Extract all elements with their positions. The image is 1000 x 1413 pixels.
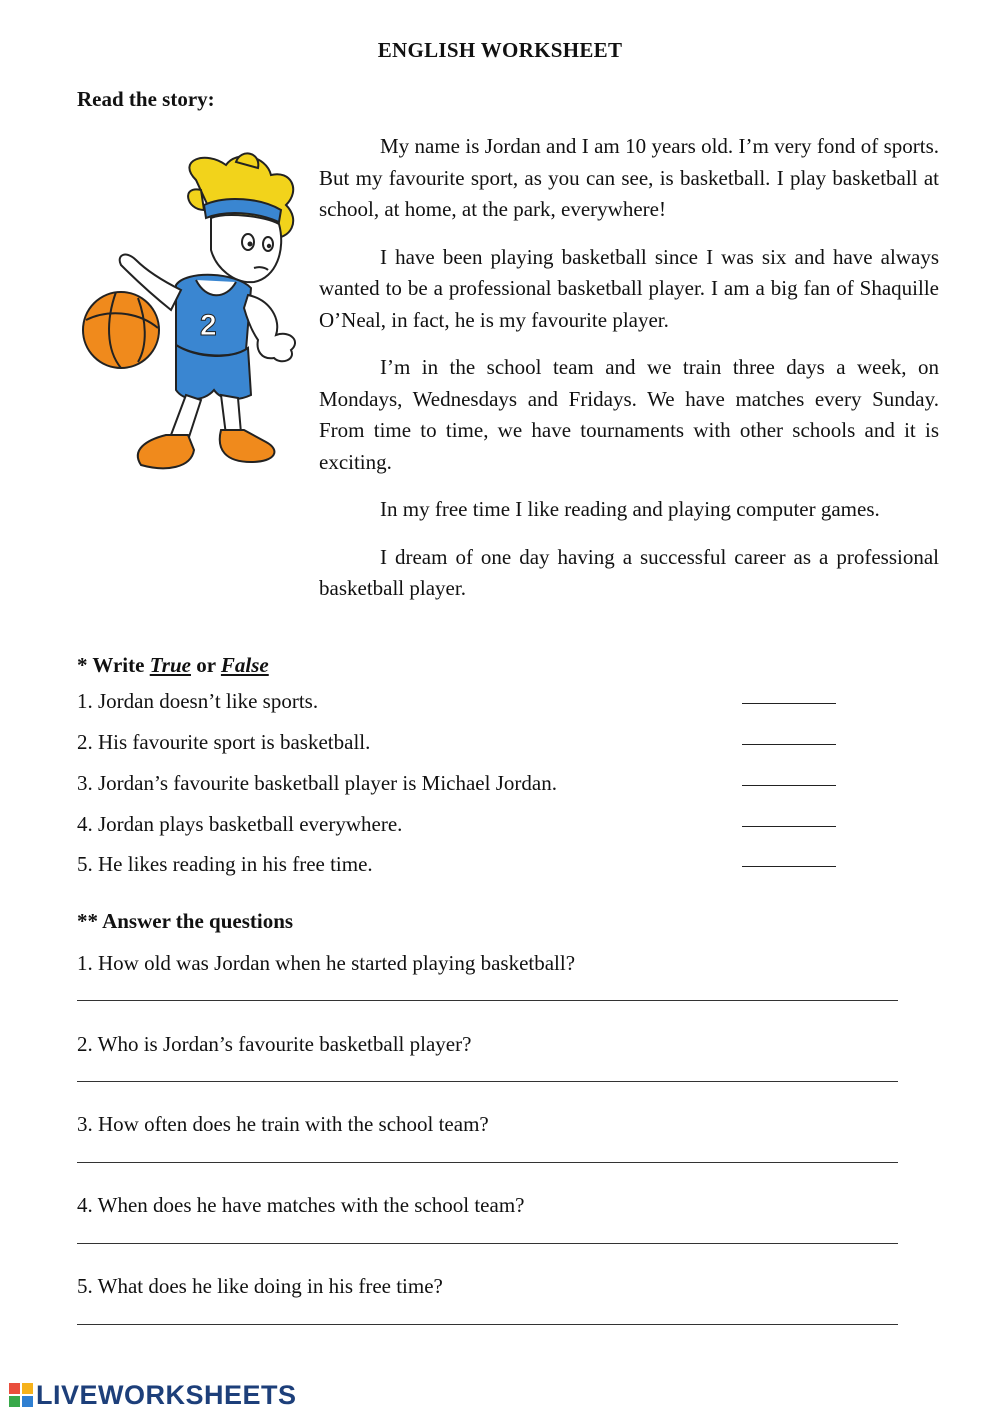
tf-prefix: * Write <box>77 653 150 677</box>
story-paragraph: I’m in the school team and we train three days a week, on Mondays, Wednesdays and Fridays. We have matches every Sunday. From time to time, we have tournaments with other schools and it is exciting. <box>319 355 939 474</box>
answer-line[interactable] <box>77 1000 898 1001</box>
answer-line[interactable] <box>77 1243 898 1244</box>
answer-line[interactable] <box>77 1081 898 1082</box>
story-paragraph: In my free time I like reading and playing computer games. <box>380 497 880 521</box>
tf-item-text: 1. Jordan doesn’t like sports. <box>77 689 319 713</box>
basketball-player-illustration <box>76 150 306 485</box>
story-text <box>319 131 939 621</box>
true-false-heading <box>77 653 269 678</box>
page-title: ENGLISH WORKSHEET <box>377 38 623 62</box>
question-item: 3. How often does he train with the school team? <box>77 1112 489 1136</box>
answer-line[interactable] <box>77 1324 898 1325</box>
tf-item-text: 3. Jordan’s favourite basketball player is Michael Jordan. <box>77 771 557 795</box>
tf-item <box>77 812 837 837</box>
tf-false-word: False <box>220 653 269 677</box>
question-item: 2. Who is Jordan’s favourite basketball player? <box>77 1032 472 1056</box>
jersey-number: 2 <box>200 309 217 342</box>
liveworksheets-logo <box>8 1380 297 1410</box>
tf-true-word: True <box>149 653 191 677</box>
tf-answer-blank[interactable] <box>742 785 836 786</box>
question-item: 4. When does he have matches with the school team? <box>77 1193 525 1217</box>
tf-answer-blank[interactable] <box>742 703 836 704</box>
read-story-heading: Read the story: <box>77 87 215 111</box>
shoe-icon <box>138 435 194 468</box>
story-paragraph: I have been playing basketball since I was six and have always wanted to be a professional basketball player. I am a big fan of Shaquille O’Neal, in fact, he is my favourite player. <box>319 244 939 332</box>
story-paragraph: I dream of one day having a successful career as a professional basketball player. <box>319 544 939 600</box>
tf-item-text: 4. Jordan plays basketball everywhere. <box>77 812 403 836</box>
tf-answer-blank[interactable] <box>742 744 836 745</box>
logo-text: LIVEWORKSHEETS <box>36 1379 297 1410</box>
story-paragraph: My name is Jordan and I am 10 years old. I’m very fond of sports. But my favourite sport, as you can see, is basketball. I play basketball at school, at home, at the park, everywhere! <box>319 134 939 221</box>
tf-or-word: or <box>190 653 221 677</box>
tf-item-text: 2. His favourite sport is basketball. <box>77 730 371 754</box>
tf-item <box>77 852 837 877</box>
tf-item <box>77 730 837 755</box>
tf-item <box>77 689 837 714</box>
question-item: 5. What does he like doing in his free time? <box>77 1274 443 1298</box>
tf-answer-blank[interactable] <box>742 826 836 827</box>
question-item: 1. How old was Jordan when he started playing basketball? <box>77 951 576 975</box>
shoe-icon <box>220 430 275 462</box>
liveworksheets-badge-icon <box>8 1382 34 1408</box>
basketball-icon <box>83 292 159 368</box>
tf-item <box>77 771 837 796</box>
tf-item-text: 5. He likes reading in his free time. <box>77 852 373 876</box>
answer-line[interactable] <box>77 1162 898 1163</box>
tf-answer-blank[interactable] <box>742 866 836 867</box>
questions-heading: ** Answer the questions <box>77 909 294 933</box>
